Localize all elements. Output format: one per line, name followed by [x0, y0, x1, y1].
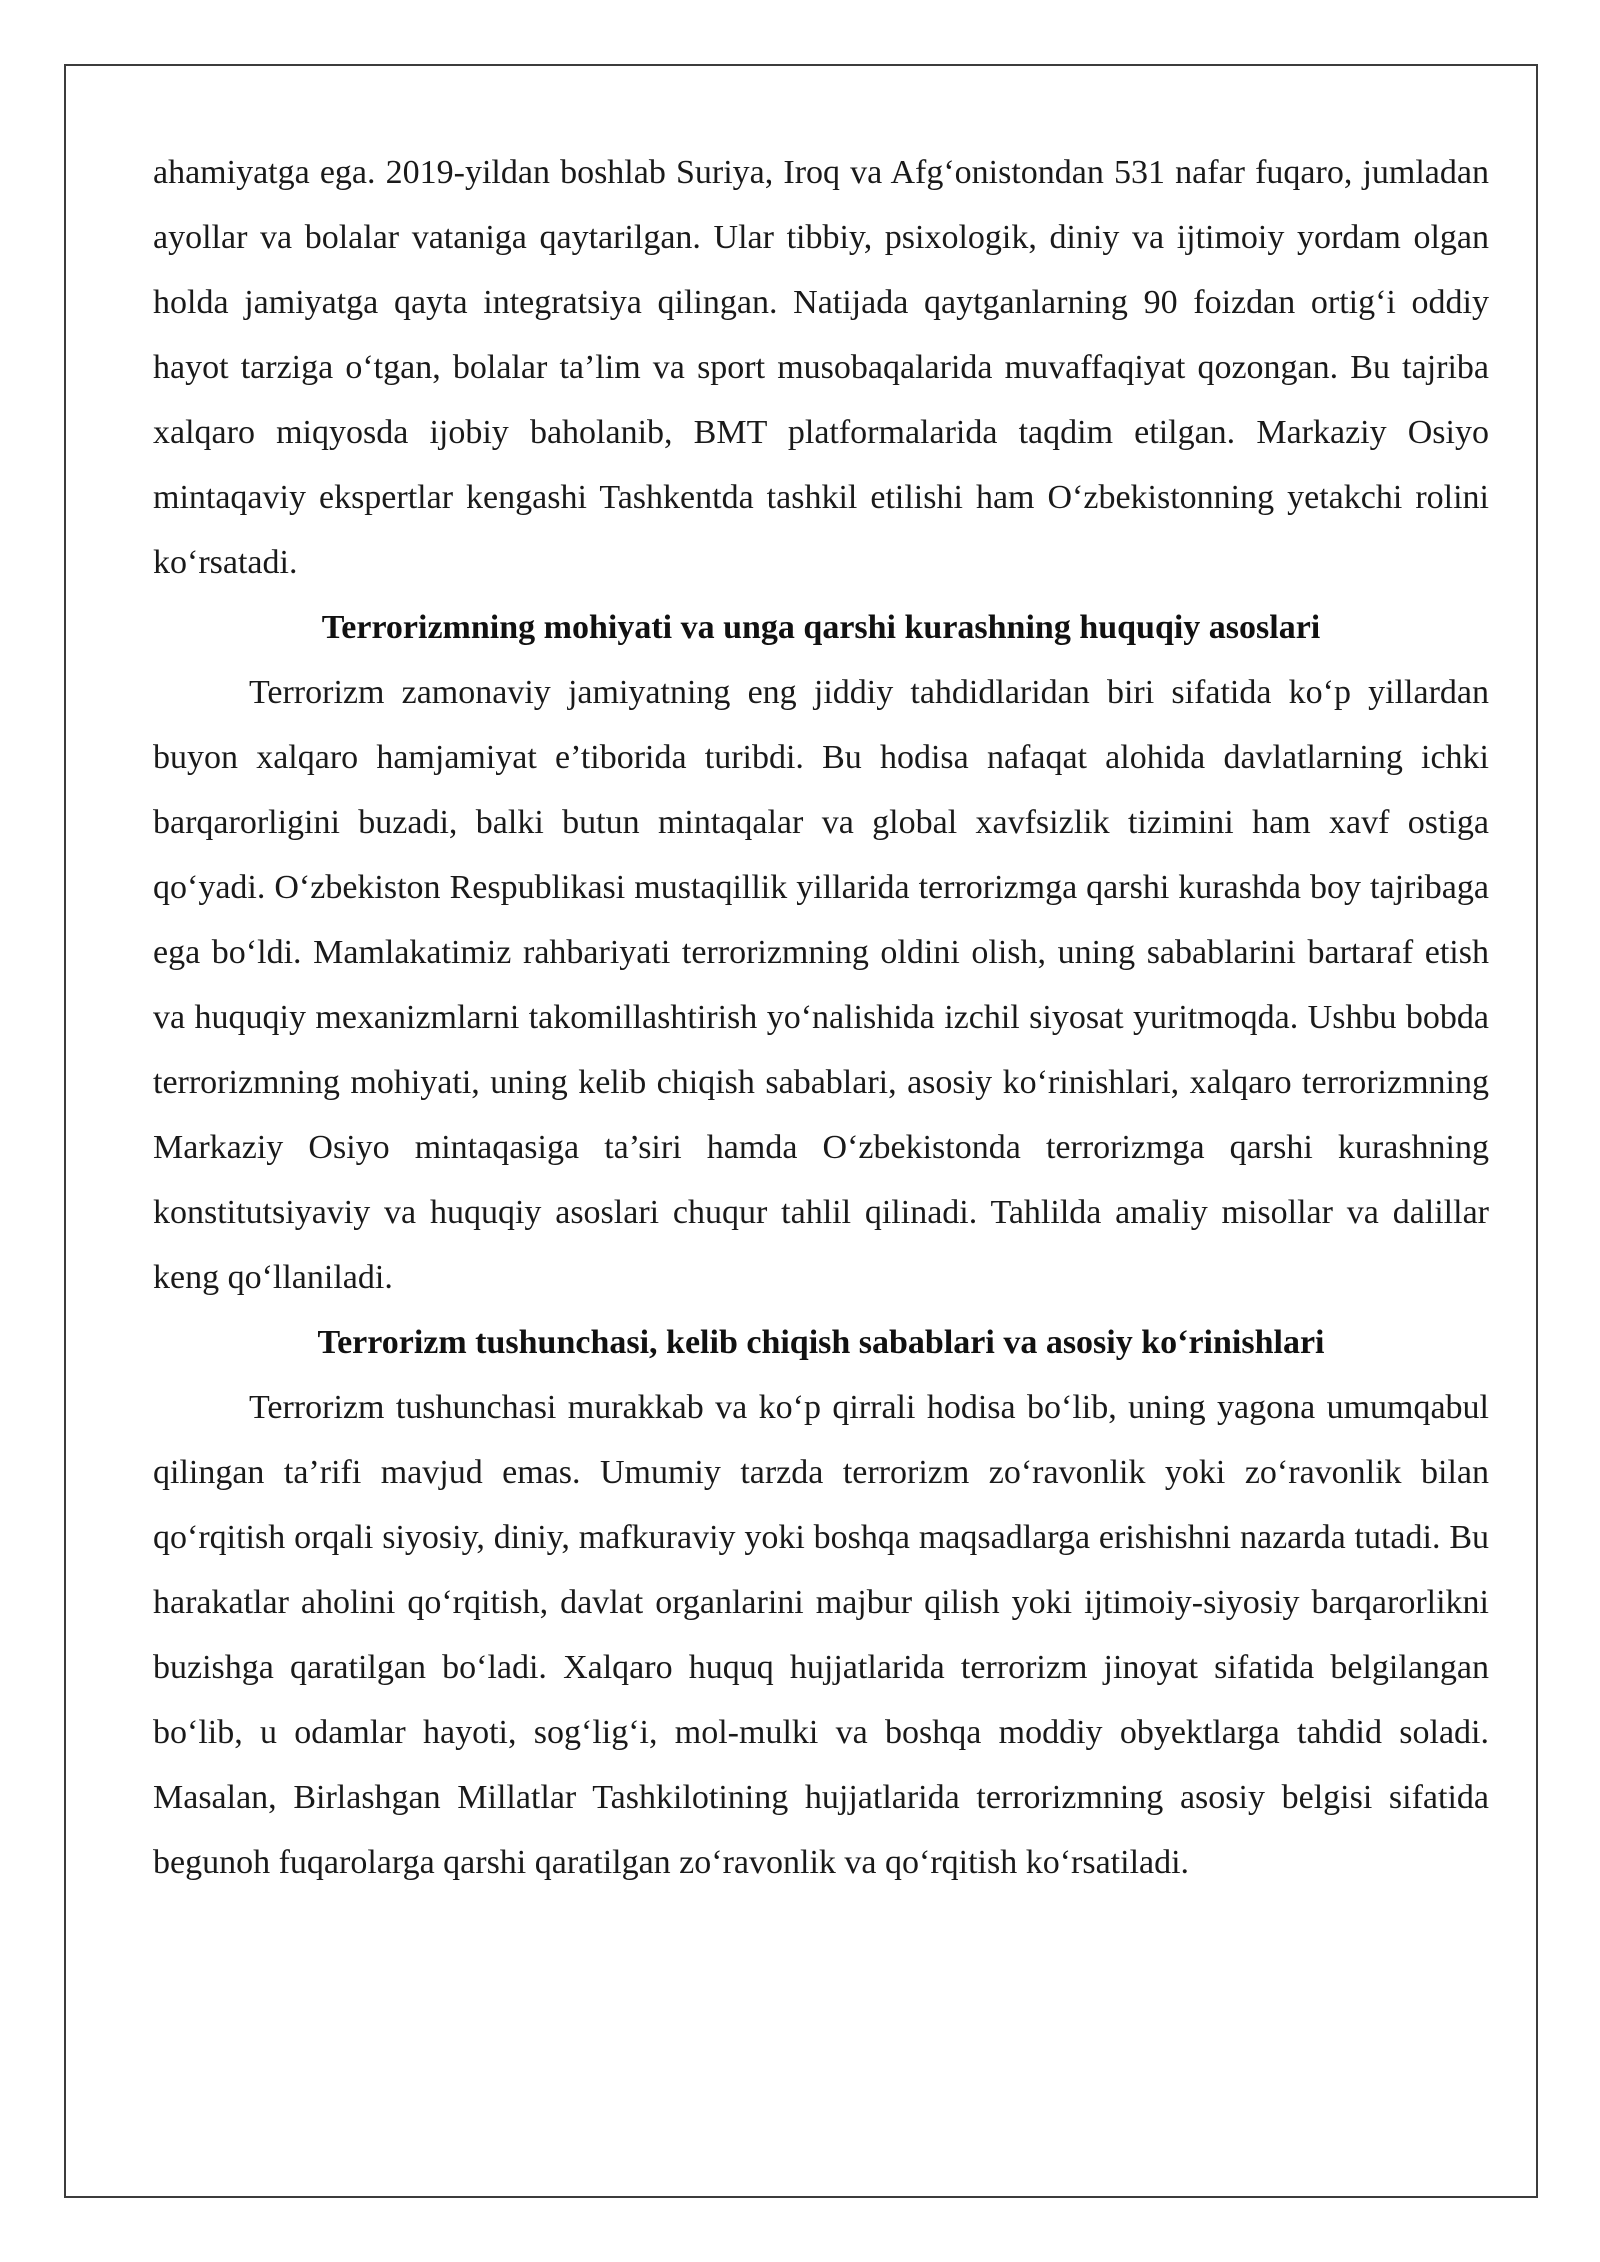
document-body — [153, 140, 1489, 1895]
paragraph: ahamiyatga ega. 2019-yildan boshlab Suriya, Iroq va Afg‘onistondan 531 nafar fuqaro, jumladan ayollar va bolalar vataniga qaytarilgan. Ular tibbiy, psixologik, diniy va ijtimoiy yordam olgan holda jamiyatga qayta integratsiya qilingan. Natijada qaytganlarning 90 foizdan ortig‘i oddiy hayot tarziga o‘tgan, bolalar ta’lim va sport musobaqalarida muvaffaqiyat qozongan. Bu tajriba xalqaro miqyosda ijobiy baholanib, BMT platformalarida taqdim etilgan. Markaziy Osiyo mintaqaviy ekspertlar kengashi Tashkentda tashkil etilishi ham O‘zbekistonning yetakchi rolini ko‘rsatadi. — [153, 154, 1489, 581]
paragraph: Terrorizm zamonaviy jamiyatning eng jiddiy tahdidlaridan biri sifatida ko‘p yillardan buyon xalqaro hamjamiyat e’tiborida turibdi. Bu hodisa nafaqat alohida davlatlarning ichki barqarorligini buzadi, balki butun mintaqalar va global xavfsizlik tizimini ham xavf ostiga qo‘yadi. O‘zbekiston Respublikasi mustaqillik yillarida terrorizmga qarshi kurashda boy tajribaga ega bo‘ldi. Mamlakatimiz rahbariyati terrorizmning oldini olish, uning sabablarini bartaraf etish va huquqiy mexanizmlarni takomillashtirish yo‘nalishida izchil siyosat yuritmoqda. Ushbu bobda terrorizmning mohiyati, uning kelib chiqish sabablari, asosiy ko‘rinishlari, xalqaro terrorizmning Markaziy Osiyo mintaqasiga ta’siri hamda O‘zbekistonda terrorizmga qarshi kurashning konstitutsiyaviy va huquqiy asoslari chuqur tahlil qilinadi. Tahlilda amaliy misollar va dalillar keng qo‘llaniladi. — [153, 674, 1489, 1296]
paragraph: Terrorizm tushunchasi murakkab va ko‘p qirrali hodisa bo‘lib, uning yagona umumqabul qilingan ta’rifi mavjud emas. Umumiy tarzda terrorizm zo‘ravonlik yoki zo‘ravonlik bilan qo‘rqitish orqali siyosiy, diniy, mafkuraviy yoki boshqa maqsadlarga erishishni nazarda tutadi. Bu harakatlar aholini qo‘rqitish, davlat organlarini majbur qilish yoki ijtimoiy-siyosiy barqarorlikni buzishga qaratilgan bo‘ladi. Xalqaro huquq hujjatlarida terrorizm jinoyat sifatida belgilangan bo‘lib, u odamlar hayoti, sog‘lig‘i, mol-mulki va boshqa moddiy obyektlarga tahdid soladi. Masalan, Birlashgan Millatlar Tashkilotining hujjatlarida terrorizmning asosiy belgisi sifatida begunoh fuqarolarga qarshi qaratilgan zo‘ravonlik va qo‘rqitish ko‘rsatiladi. — [153, 1389, 1489, 1881]
section-heading: Terrorizmning mohiyati va unga qarshi kurashning huquqiy asoslari — [321, 609, 1321, 646]
subsection-heading: Terrorizm tushunchasi, kelib chiqish sabablari va asosiy ko‘rinishlari — [317, 1324, 1325, 1361]
